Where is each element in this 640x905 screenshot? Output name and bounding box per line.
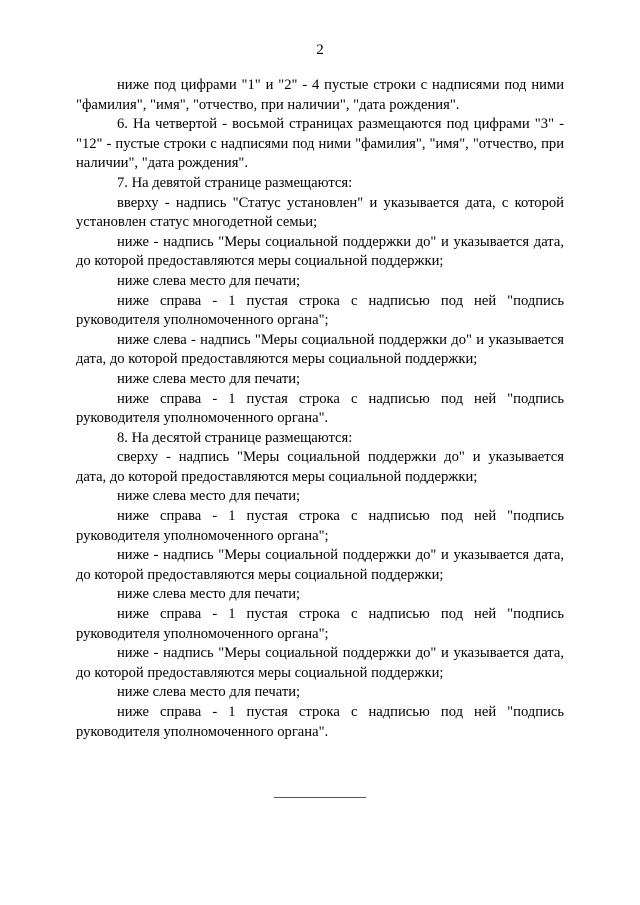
end-divider	[274, 797, 366, 798]
paragraph: ниже - надпись "Меры социальной поддержки до" и указывается дата, до которой предоставляются меры социальной поддержки;	[76, 233, 564, 270]
paragraph: ниже - надпись "Меры социальной поддержки до" и указывается дата, до которой предоставляются меры социальной поддержки;	[76, 547, 564, 583]
paragraph: ниже - надпись "Меры социальной поддержки до" и указывается дата, до которой предоставляются меры социальной поддержки;	[76, 645, 564, 681]
paragraph: ниже справа - 1 пустая строка с надписью под ней "подпись руководителя уполномоченного органа";	[76, 508, 564, 544]
paragraph: ниже слева место для печати;	[117, 488, 301, 505]
paragraph: ниже под цифрами "1" и "2" - 4 пустые строки с надписями под ними "фамилия", "имя", "отчество, при наличии", "дата рождения".	[76, 77, 564, 113]
paragraph: ниже слева - надпись "Меры социальной поддержки до" и указывается дата, до которой предоставляются меры социальной поддержки;	[76, 331, 564, 368]
paragraph: ниже справа - 1 пустая строка с надписью под ней "подпись руководителя уполномоченного органа".	[76, 704, 564, 740]
paragraph: вверху - надпись "Статус установлен" и указывается дата, с которой установлен статус многодетной семьи;	[76, 194, 564, 231]
document-body	[76, 76, 564, 742]
paragraph: 8. На десятой странице размещаются:	[117, 429, 353, 446]
paragraph: ниже слева место для печати;	[117, 586, 301, 603]
paragraph: ниже справа - 1 пустая строка с надписью под ней "подпись руководителя уполномоченного органа".	[76, 390, 564, 427]
paragraph: сверху - надпись "Меры социальной поддержки до" и указывается дата, до которой предоставляются меры социальной поддержки;	[76, 449, 564, 485]
page-number: 2	[316, 42, 324, 58]
paragraph: ниже справа - 1 пустая строка с надписью под ней "подпись руководителя уполномоченного органа";	[76, 292, 564, 329]
paragraph: 7. На девятой странице размещаются:	[117, 174, 353, 191]
paragraph: ниже справа - 1 пустая строка с надписью под ней "подпись руководителя уполномоченного органа";	[76, 606, 564, 642]
paragraph: ниже слева место для печати;	[117, 272, 301, 289]
paragraph: ниже слева место для печати;	[117, 684, 301, 701]
paragraph: ниже слева место для печати;	[117, 370, 301, 387]
paragraph: 6. На четвертой - восьмой страницах размещаются под цифрами "3" - "12" - пустые строки с надписями под ними "фамилия", "имя", "отчество, при наличии", "дата рождения".	[76, 116, 564, 172]
